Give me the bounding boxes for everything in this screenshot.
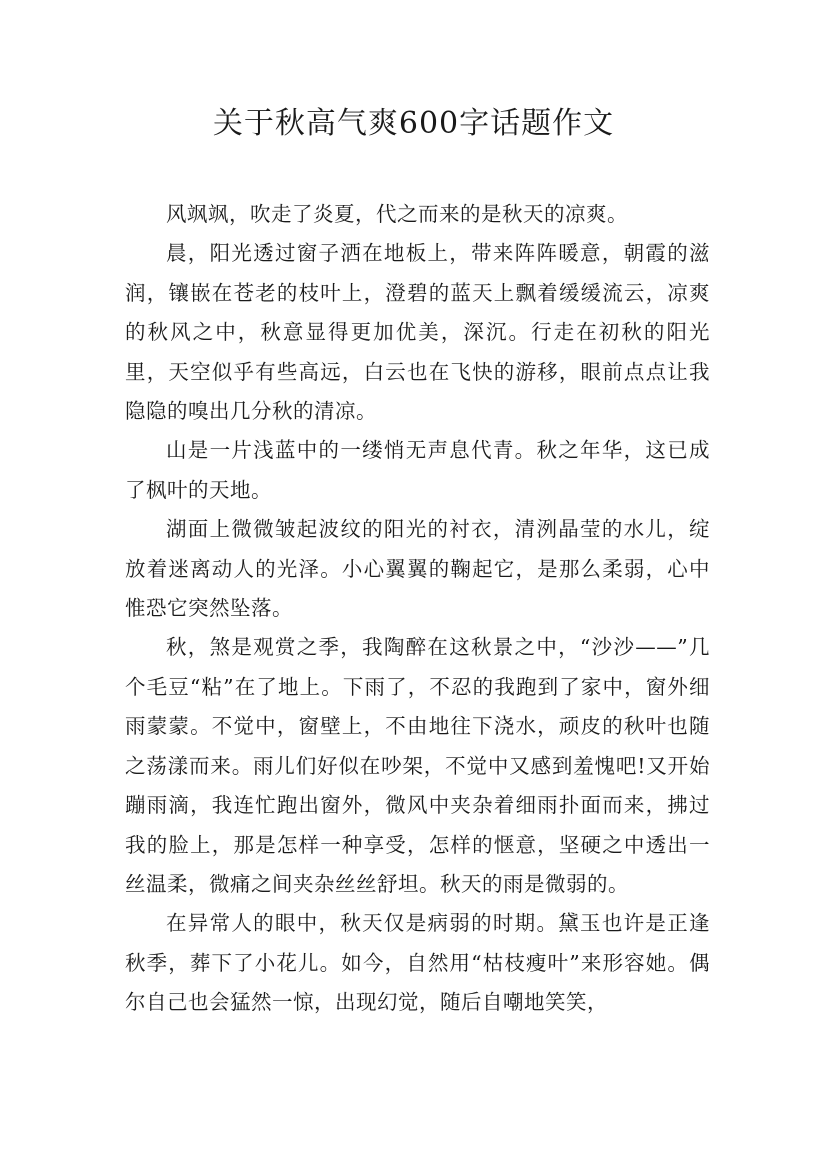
- paragraph: 山是一片浅蓝中的一缕悄无声息代青。秋之年华，这已成了枫叶的天地。: [125, 438, 710, 502]
- paragraph: 湖面上微微皱起波纹的阳光的衬衣，清洌晶莹的水儿，绽放着迷离动人的光泽。小心翼翼的鞠起它，是那么柔弱，心中惟恐它突然坠落。: [125, 517, 710, 621]
- paragraph: 在异常人的眼中，秋天仅是病弱的时期。黛玉也许是正逢秋季，葬下了小花儿。如今，自然用“枯枝瘦叶”来形容她。偶尔自己也会猛然一惊，出现幻觉，随后自嘲地笑笑，: [125, 911, 710, 1015]
- document-title: 关于秋高气爽600字话题作文: [212, 106, 615, 141]
- document-body: [125, 195, 710, 1023]
- paragraph: 风飒飒，吹走了炎夏，代之而来的是秋天的凉爽。: [166, 202, 628, 226]
- paragraph: 晨，阳光透过窗子洒在地板上，带来阵阵暖意，朝霞的滋润，镶嵌在苍老的枝叶上，澄碧的蓝天上飘着缓缓流云，凉爽的秋风之中，秋意显得更加优美，深沉。行走在初秋的阳光里，天空似乎有些高远，白云也在飞快的游移，眼前点点让我隐隐的嗅出几分秋的清凉。: [125, 241, 710, 424]
- paragraph: 秋，煞是观赏之季，我陶醉在这秋景之中，“沙沙——”几个毛豆“粘”在了地上。下雨了，不忍的我跑到了家中，窗外细雨蒙蒙。不觉中，窗壁上，不由地往下浇水，顽皮的秋叶也随之荡漾而来。雨儿们好似在吵架，不觉中又感到羞愧吧!又开始蹦雨滴，我连忙跑出窗外，微风中夹杂着细雨扑面而来，拂过我的脸上，那是怎样一种享受，怎样的惬意，坚硬之中透出一丝温柔，微痛之间夹杂丝丝舒坦。秋天的雨是微弱的。: [125, 635, 710, 896]
